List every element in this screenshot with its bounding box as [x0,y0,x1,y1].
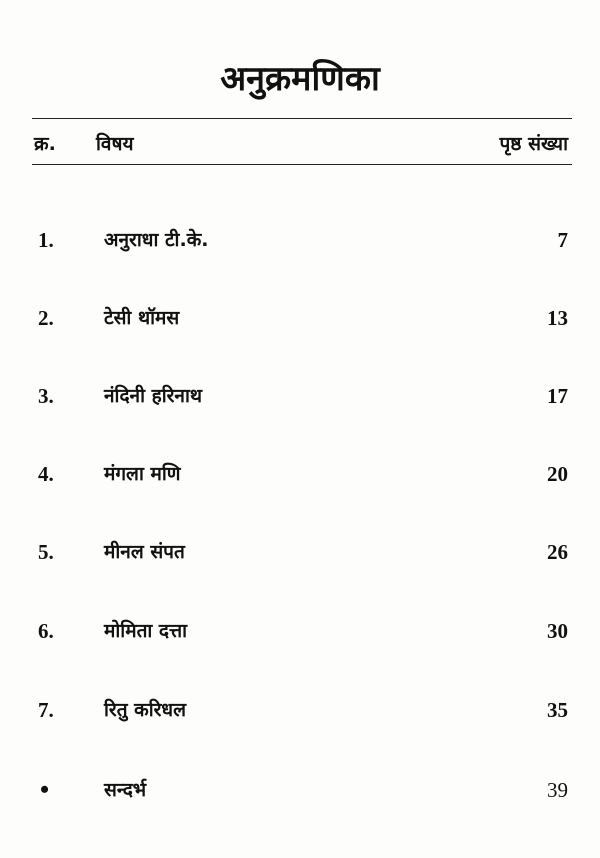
toc-row-page: 30 [547,619,568,643]
toc-row [0,378,600,414]
page-title: अनुक्रमणिका [220,59,380,99]
toc-row-subject: टेसी थॉमस [104,307,180,329]
toc-row-subject: मंगला मणि [104,463,181,485]
toc-row-page: 26 [547,540,568,564]
toc-row [0,300,600,336]
toc-row-number: 2. [38,306,54,330]
header-serial-number: क्र. [34,133,56,155]
header-bottom-rule [32,164,572,165]
toc-row-subject: नंदिनी हरिनाथ [104,385,203,407]
toc-row-page: 13 [547,306,568,330]
toc-row-page: 35 [547,698,568,722]
toc-row-subject: सन्दर्भ [104,779,147,801]
toc-row-page: 39 [547,778,568,802]
toc-row-number: 4. [38,462,54,486]
toc-row [0,613,600,649]
toc-row-number: 3. [38,384,54,408]
toc-row-number: 6. [38,619,54,643]
toc-row-page: 7 [557,228,568,252]
toc-row [0,222,600,258]
toc-row [0,692,600,728]
toc-row-subject: मीनल संपत [104,541,185,563]
toc-row [0,772,600,808]
toc-row-number: 1. [38,228,54,252]
toc-row [0,534,600,570]
toc-row-page: 20 [547,462,568,486]
toc-row-subject: अनुराधा टी.के. [104,229,209,251]
toc-row-number: 5. [38,540,54,564]
toc-row-number: 7. [38,698,54,722]
toc-row-subject: रितु करिधल [104,699,186,721]
bullet-icon: • [40,775,50,804]
header-subject: विषय [96,133,134,155]
toc-row-page: 17 [547,384,568,408]
toc-row [0,456,600,492]
toc-row-subject: मोमिता दत्ता [104,620,188,642]
header-page-number: पृष्ठ संख्या [499,133,568,155]
header-top-rule [32,118,572,119]
